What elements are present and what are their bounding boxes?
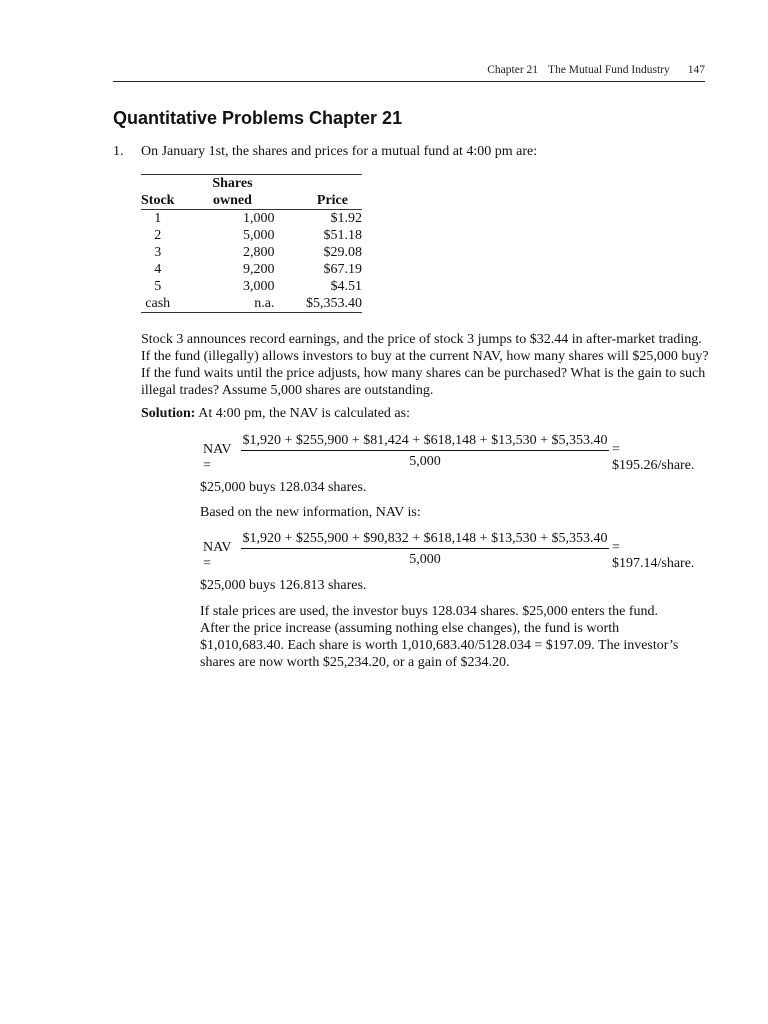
header-shares-bottom: owned: [174, 192, 290, 210]
cell-shares: 3,000: [242, 279, 275, 294]
cell-stock: 2: [154, 228, 162, 243]
header-stock: Stock: [141, 193, 175, 208]
table-header-row-1: [141, 175, 362, 193]
cell-price: $29.08: [323, 245, 362, 260]
header-chapter: Chapter 21: [487, 64, 539, 76]
table-row: [141, 278, 362, 295]
cell-shares: 1,000: [242, 211, 275, 226]
cell-shares: 5,000: [242, 228, 275, 243]
cell-stock: 3: [154, 245, 162, 260]
eq2-result: = $197.14/share.: [612, 540, 695, 571]
header-shares-top: Shares: [174, 175, 290, 193]
cell-price: $4.51: [330, 279, 362, 294]
cell-stock: 5: [154, 279, 162, 294]
cell-stock: 4: [154, 262, 162, 277]
cell-stock: 1: [154, 211, 162, 226]
header-chapter-title: The Mutual Fund Industry: [548, 64, 670, 76]
table-header-row-2: [141, 192, 362, 210]
cell-price: $51.18: [323, 228, 362, 243]
fund-holdings-table: [141, 174, 362, 313]
solution-line-2: Based on the new information, NAV is:: [200, 505, 421, 520]
cell-price: $1.92: [330, 211, 362, 226]
solution-intro-line: [141, 406, 410, 422]
problem-intro: On January 1st, the shares and prices for a mutual fund at 4:00 pm are:: [141, 144, 538, 159]
table-row: [141, 261, 362, 278]
eq1-lhs: NAV =: [203, 442, 232, 473]
table-row: [141, 227, 362, 244]
solution-line-3: $25,000 buys 126.813 shares.: [200, 578, 367, 593]
eq2-lhs: NAV =: [203, 540, 232, 571]
page-number: 147: [687, 64, 705, 76]
eq1-numerator: $1,920 + $255,900 + $81,424 + $618,148 + $13,530 + $5,353.40: [241, 432, 609, 451]
solution-label: Solution:: [141, 406, 196, 421]
solution-line-1: $25,000 buys 128.034 shares.: [200, 480, 367, 495]
problem-number: 1.: [113, 144, 124, 159]
table-row: [141, 210, 362, 228]
cell-shares: 2,800: [242, 245, 275, 260]
table-row: [141, 244, 362, 261]
eq2-fraction: [241, 530, 609, 568]
eq1-denominator: 5,000: [409, 454, 441, 469]
eq2-numerator: $1,920 + $255,900 + $90,832 + $618,148 + $13,530 + $5,353.40: [241, 530, 609, 549]
eq1-result: = $195.26/share.: [612, 442, 695, 473]
cell-shares: 9,200: [242, 262, 275, 277]
table-row: [141, 295, 362, 313]
problem-question: Stock 3 announces record earnings, and the price of stock 3 jumps to $32.44 in after-market trading. If the fund (illegally) allows investors to buy at the current NAV, how many shares will $25,000 buy? If the fund waits until the price adjusts, how many shares can be purchased? What is the gain to such illegal trades? Assume 5,000 shares are outstanding.: [141, 332, 709, 398]
eq2-denominator: 5,000: [409, 552, 441, 567]
cell-shares: n.a.: [174, 295, 290, 313]
solution-intro: At 4:00 pm, the NAV is calculated as:: [198, 406, 410, 421]
eq1-fraction: [241, 432, 609, 470]
page-title: Quantitative Problems Chapter 21: [113, 108, 403, 128]
running-header: [113, 64, 705, 76]
solution-conclusion: If stale prices are used, the investor buys 128.034 shares. $25,000 enters the fund. After the price increase (assuming nothing else changes), the fund is worth $1,010,683.40. Each share is worth 1,010,683.40/5128.034 = $197.09. The investor’s shares are now worth $25,234.20, or a gain of $234.20.: [200, 604, 679, 670]
cell-price: $5,353.40: [290, 295, 362, 313]
cell-stock: cash: [141, 295, 174, 313]
header-rule: [113, 81, 705, 82]
cell-price: $67.19: [323, 262, 362, 277]
header-price: Price: [290, 192, 362, 210]
